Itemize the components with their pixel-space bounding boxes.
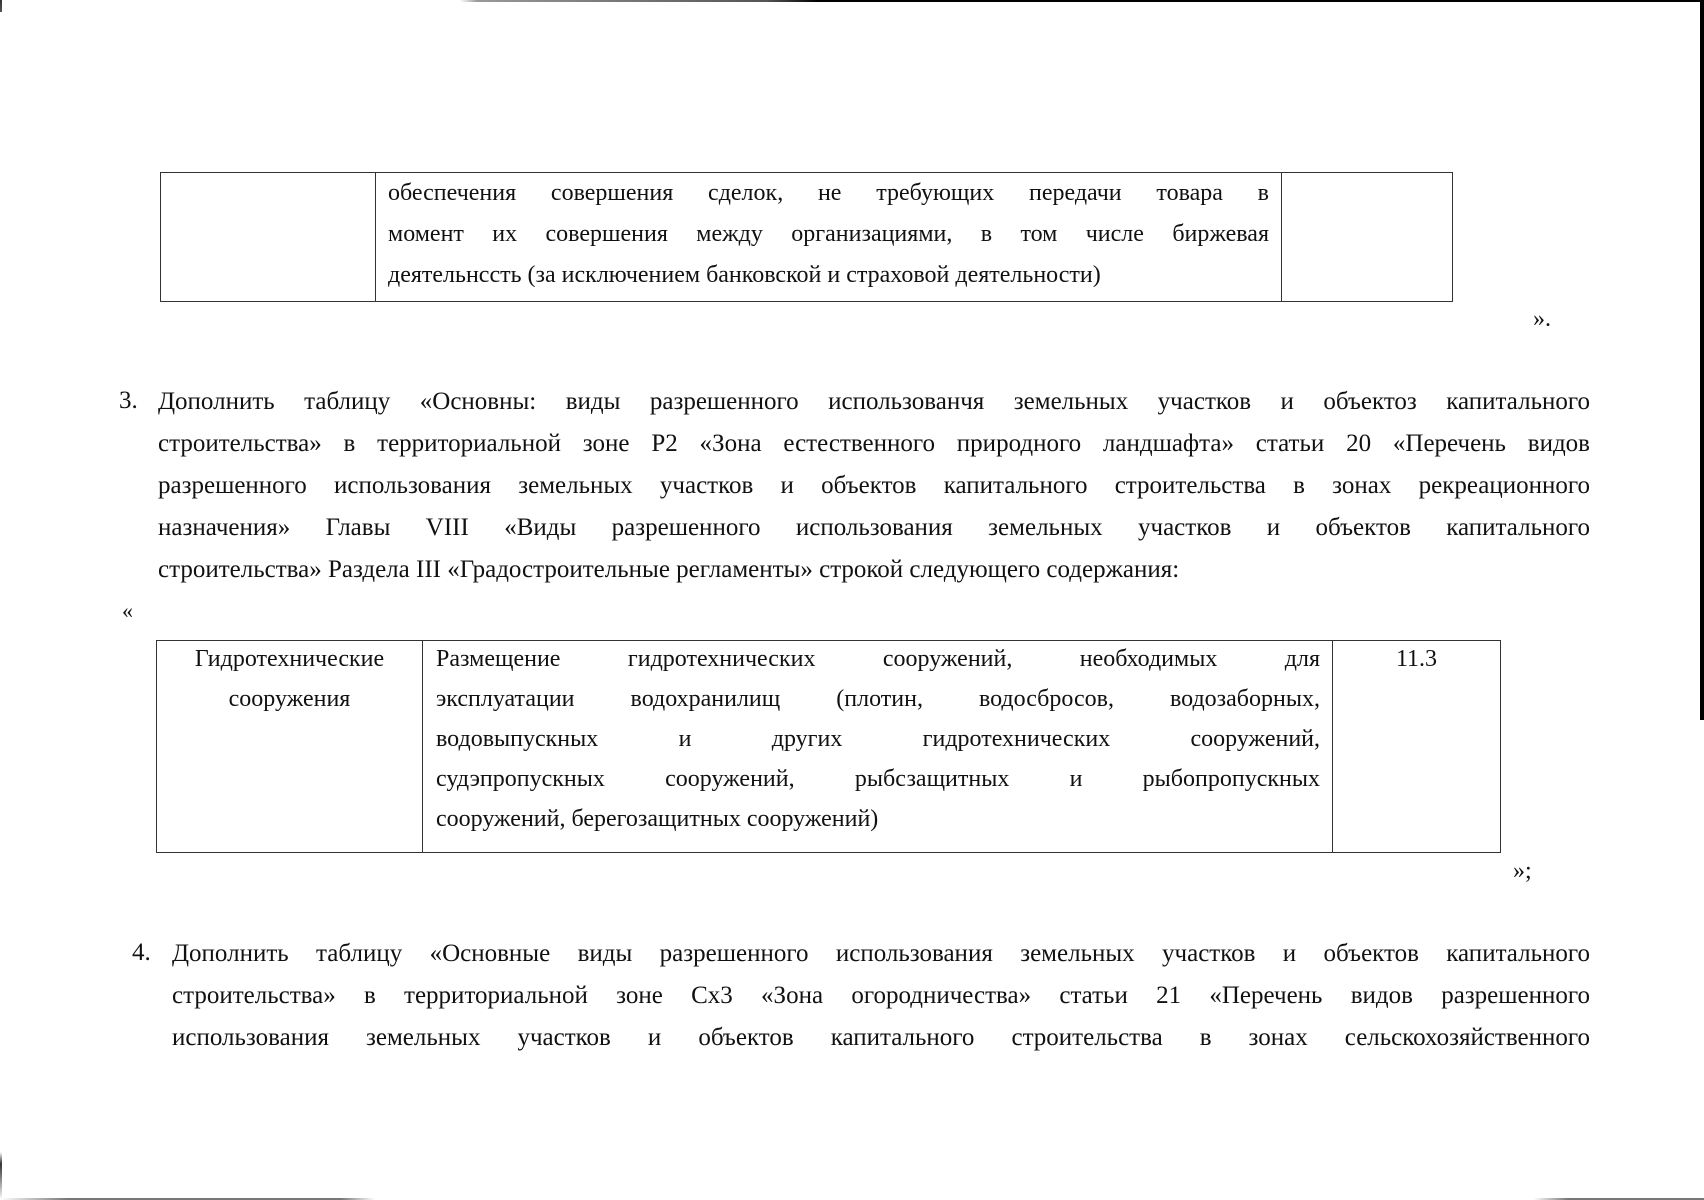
table-cell-description — [422, 641, 1332, 852]
paragraph-line: строительства» в территориальной зоне Р2 «Зона естественного природного ландшафта» статьи 20 «Перечень видов — [158, 430, 1590, 457]
scan-edge-right — [1700, 0, 1704, 720]
closing-quote: ». — [1533, 306, 1551, 332]
scan-edge-left — [0, 0, 2, 1200]
table-cell-name — [161, 173, 375, 301]
table-text-line: Гидротехнические — [194, 646, 385, 672]
paragraph-line: строительства» в территориальной зоне Сх3 «Зона огородничества» статьи 21 «Перечень видов разрешенного — [172, 982, 1590, 1009]
table-text-line: Размещение гидротехнических сооружений, необходимых для — [436, 646, 1320, 672]
table-text-line: судэпропускных сооружений, рыбсзащитных и рыбопропускных — [436, 766, 1320, 792]
table-text-line: деятельнсcть (за исключением банковской и страховой деятельности) — [388, 262, 1101, 288]
table-text-line: момент их совершения между организациями, в том числе биржевая — [388, 221, 1269, 247]
table-text-line: эксплуатации водохранилищ (плотин, водосбросов, водозаборных, — [436, 686, 1320, 712]
paragraph-line: разрешенного использования земельных участков и объектов капитального строительства в зонах рекреационного — [158, 472, 1590, 499]
table-continuation — [160, 172, 1453, 302]
table-cell-code — [1332, 641, 1500, 852]
table-text-line: обеспечения совершения сделок, не требующих передачи товара в — [388, 180, 1269, 206]
closing-quote: »; — [1513, 858, 1532, 884]
scan-edge-top — [0, 0, 1704, 2]
table-cell-description — [375, 173, 1281, 301]
opening-quote: « — [122, 598, 133, 623]
item-number: 3. — [119, 387, 138, 414]
paragraph-line: Дополнить таблицу «Основные виды разрешенного использования земельных участков и объектов капитального — [172, 940, 1590, 967]
table-text-line: сооружений, берегозащитных сооружений) — [436, 806, 879, 832]
item-number: 4. — [132, 939, 151, 966]
paragraph-line: строительства» Раздела III «Градостроительные регламенты» строкой следующего содержания: — [158, 556, 1180, 583]
table-text-line: сооружения — [228, 686, 351, 712]
code-value: 11.3 — [1395, 646, 1438, 672]
table-insert-row — [156, 640, 1501, 853]
table-cell-code — [1281, 173, 1452, 301]
paragraph-line: Дополнить таблицу «Основны: виды разрешенного использованчя земельных участков и объектоз капитального — [158, 388, 1590, 415]
table-text-line: водовыпускных и других гидротехнических сооружений, — [436, 726, 1320, 752]
paragraph-line: назначения» Главы VIII «Виды разрешенного использования земельных участков и объектов капитального — [158, 514, 1590, 541]
table-cell-name — [157, 641, 422, 852]
paragraph-line: использования земельных участков и объектов капитального строительства в зонах сельскохозяйственного — [172, 1024, 1590, 1051]
